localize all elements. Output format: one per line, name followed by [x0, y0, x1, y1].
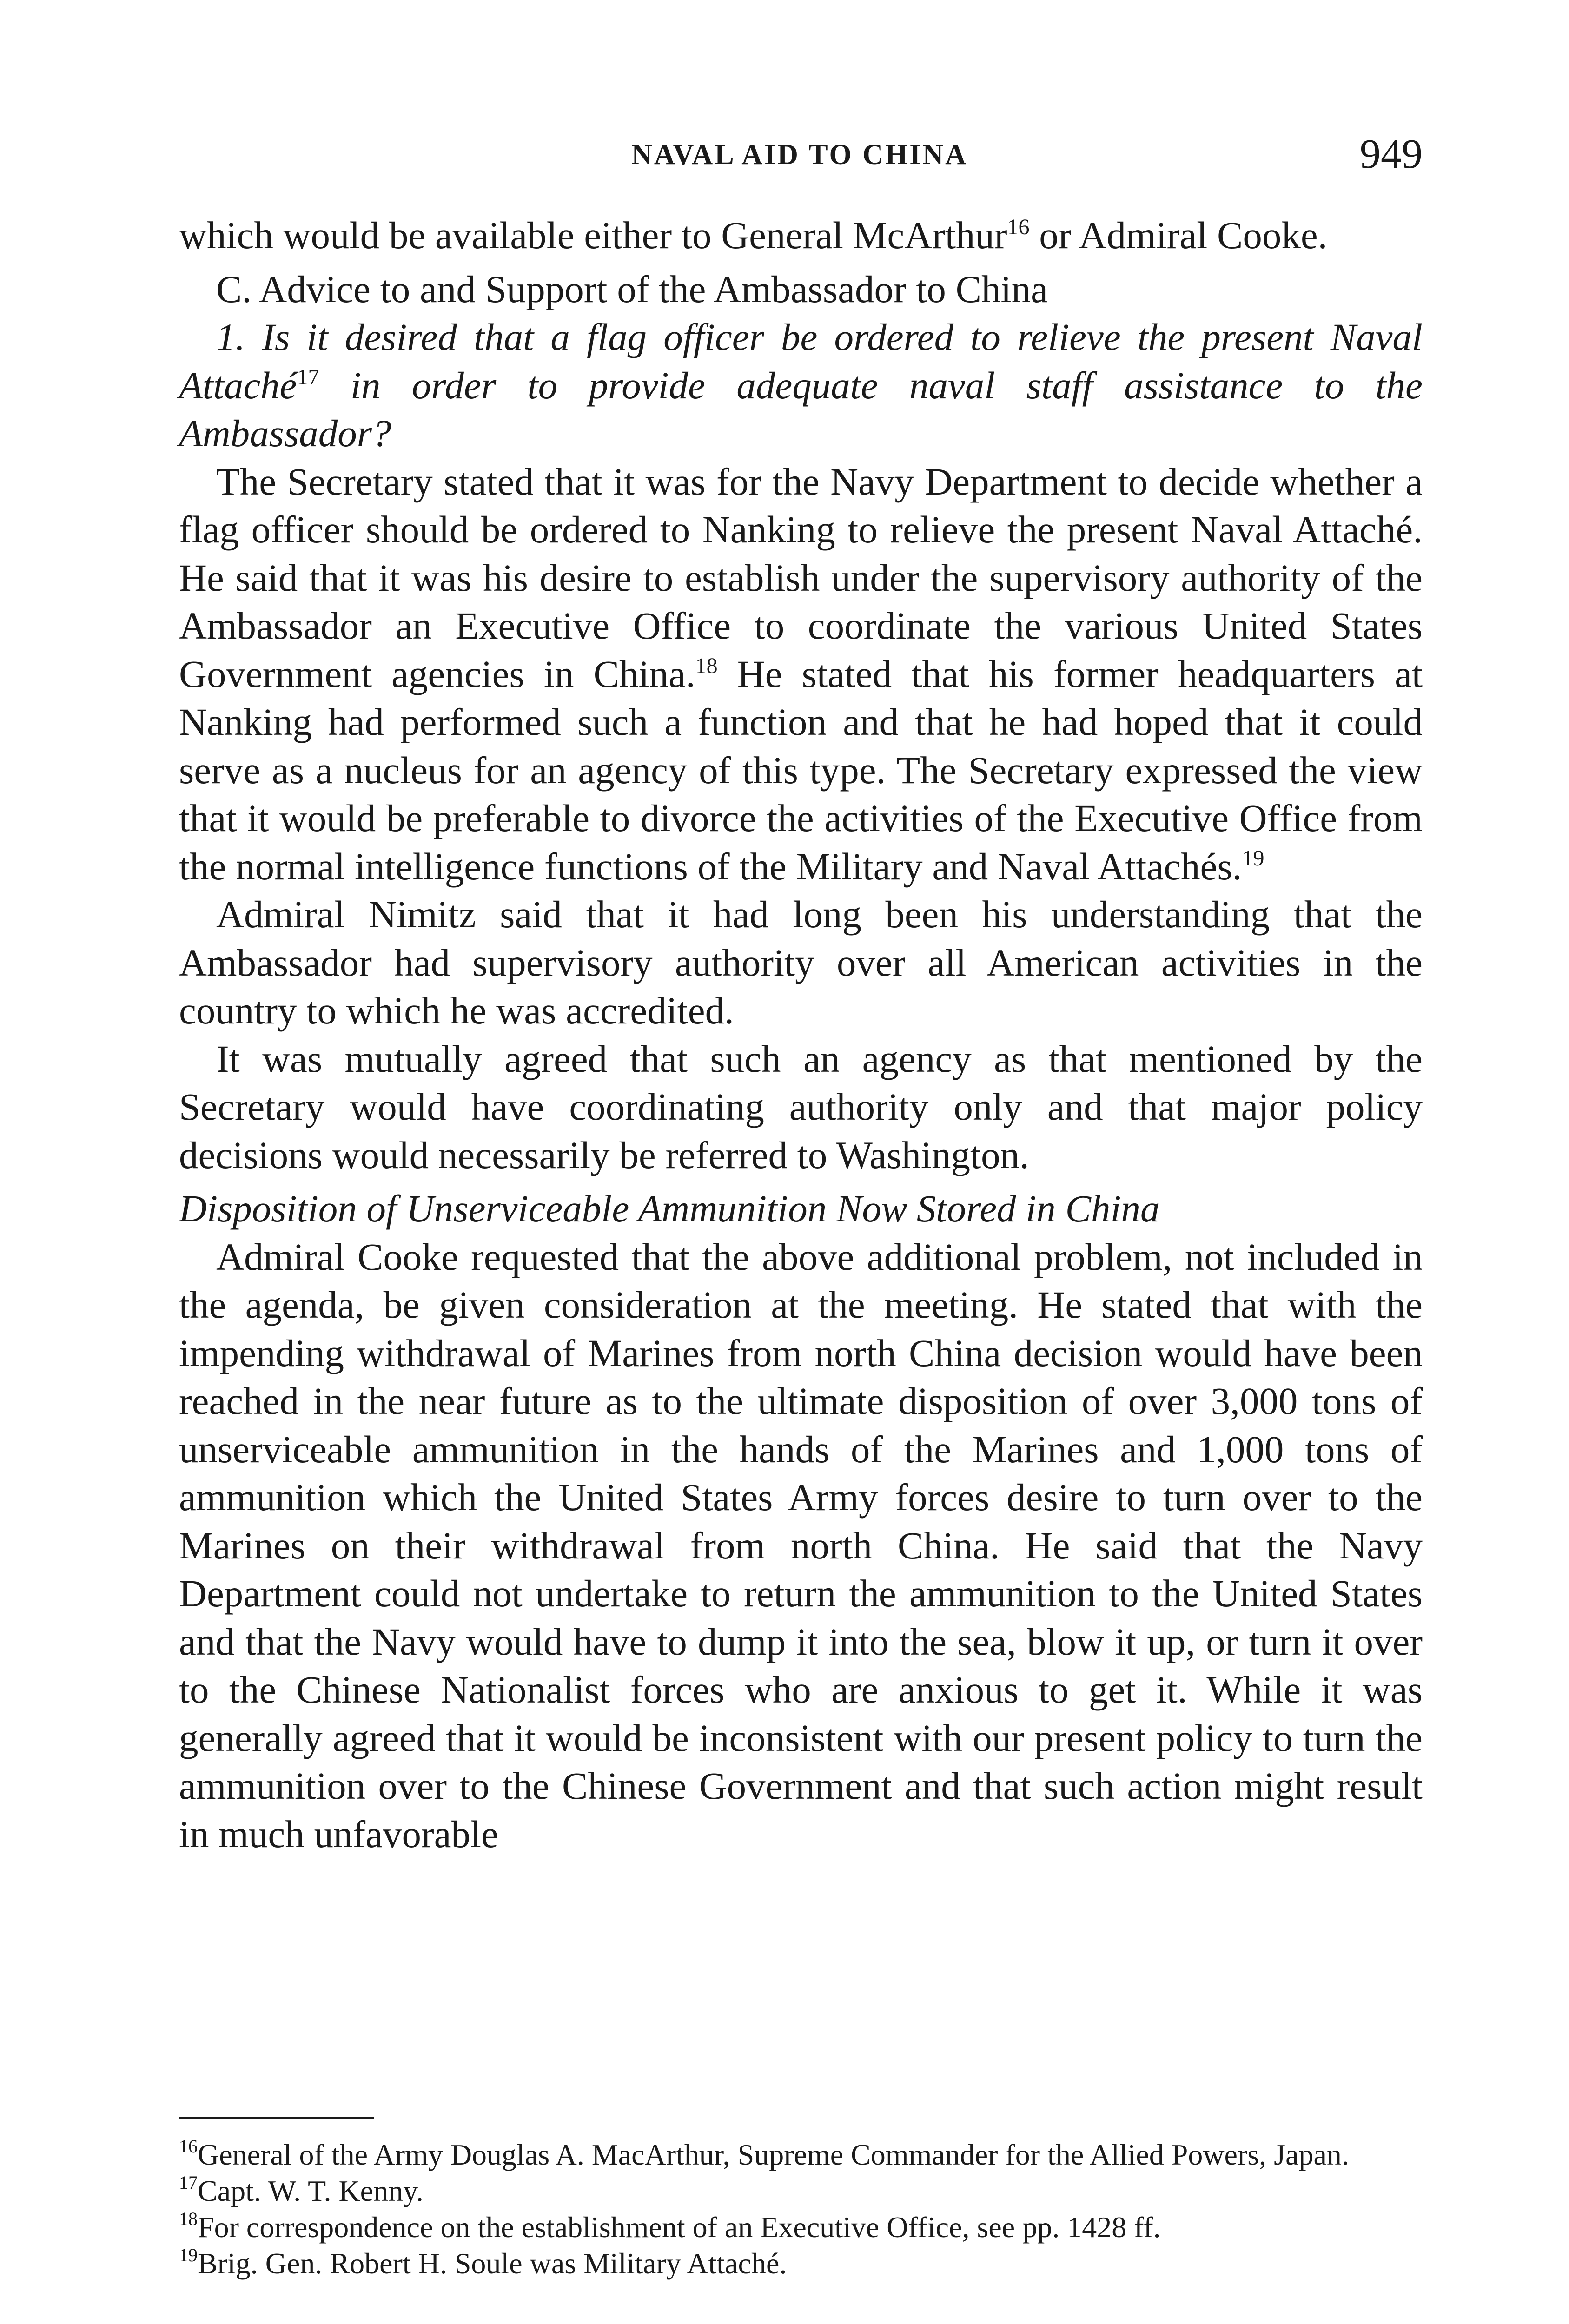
footnote-number: 19: [179, 2245, 198, 2265]
footnote-ref: 16: [1007, 215, 1030, 239]
paragraph-text: which would be available either to General McArthur: [179, 214, 1007, 257]
question-1: [179, 313, 1423, 458]
paragraph-nimitz: Admiral Nimitz said that it had long been his understanding that the Ambassador had supervisory authority over all American activities in the country to which he was accredited.: [179, 893, 1423, 1032]
paragraph-cooke: Admiral Cooke requested that the above additional problem, not included in the agenda, be given consideration at the meeting. He stated that with the impending withdrawal of Marines from north China decision would have been reached in the near future as to the ultimate disposition of over 3,000 tons of unserviceable ammunition in the hands of the Marines and 1,000 tons of ammunition which the United States Army forces desire to turn over to the Marines on their withdrawal from north China. He said that the Navy Department could not undertake to return the ammunition to the United States and that the Navy would have to dump it into the sea, blow it up, or turn it over to the Chinese Nationalist forces who are anxious to get it. While it was generally agreed that it would be inconsistent with our present policy to turn the ammunition over to the Chinese Government and that such action might result in much unfavorable: [179, 1235, 1423, 1855]
paragraph-text: or Admiral Cooke.: [1029, 214, 1328, 257]
section-heading-c: C. Advice to and Support of the Ambassador to China: [216, 267, 1048, 310]
page-number: 949: [1360, 131, 1423, 177]
paragraph-agreement: It was mutually agreed that such an agency as that mentioned by the Secretary would have coordinating authority only and that major policy decisions would necessarily be referred to Washington.: [179, 1037, 1423, 1176]
running-title: NAVAL AID TO CHINA: [631, 139, 968, 171]
section-heading-disposition: Disposition of Unserviceable Ammunition Now Stored in China: [179, 1187, 1160, 1230]
footnote-number: 16: [179, 2136, 198, 2157]
question-text: 1. Is it desired that a flag officer be ordered to relieve the present Naval Attaché: [179, 316, 1423, 407]
paragraph-continuation: [179, 211, 1423, 260]
question-text: in order to provide adequate naval staff assistance to the Ambassador?: [179, 363, 1423, 455]
footnote-text: General of the Army Douglas A. MacArthur, Supreme Commander for the Allied Powers, Japan.: [198, 2138, 1349, 2171]
footnote-18: [179, 2208, 1423, 2244]
paragraph-text: He stated that his former headquarters at Nanking had performed such a function and that he had hoped that it could serve as a nucleus for an agency of this type. The Secretary expressed the view that it would be preferable to divorce the activities of the Executive Office from the normal intelligence functions of the Military and Naval Attachés.: [179, 652, 1423, 888]
paragraph-text: The Secretary stated that it was for the Navy Department to decide whether a flag officer should be ordered to Nanking to relieve the present Naval Attaché. He said that it was his desire to establish under the supervisory authority of the Ambassador an Executive Office to coordinate the various United States Government agencies in China.: [179, 460, 1423, 695]
running-head: [177, 130, 1423, 177]
footnotes: [179, 2138, 1423, 2283]
footnote-text: Capt. W. T. Kenny.: [198, 2174, 424, 2207]
footnote-19: [179, 2247, 1423, 2280]
paragraph-secretary: [179, 458, 1423, 891]
footnote-16: [179, 2138, 1423, 2172]
footnote-text: Brig. Gen. Robert H. Soule was Military Attaché.: [198, 2247, 787, 2280]
footnote-number: 17: [179, 2172, 198, 2193]
footnote-divider: [179, 2117, 374, 2119]
footnote-ref: 17: [297, 364, 319, 390]
footnote-17: [179, 2174, 1423, 2208]
footnote-number: 18: [179, 2208, 198, 2229]
body-text: [179, 211, 1423, 1858]
footnote-ref: 19: [1242, 845, 1264, 871]
footnote-text: For correspondence on the establishment of an Executive Office, see pp. 1428 ff.: [198, 2211, 1161, 2244]
footnote-ref: 18: [695, 653, 718, 678]
